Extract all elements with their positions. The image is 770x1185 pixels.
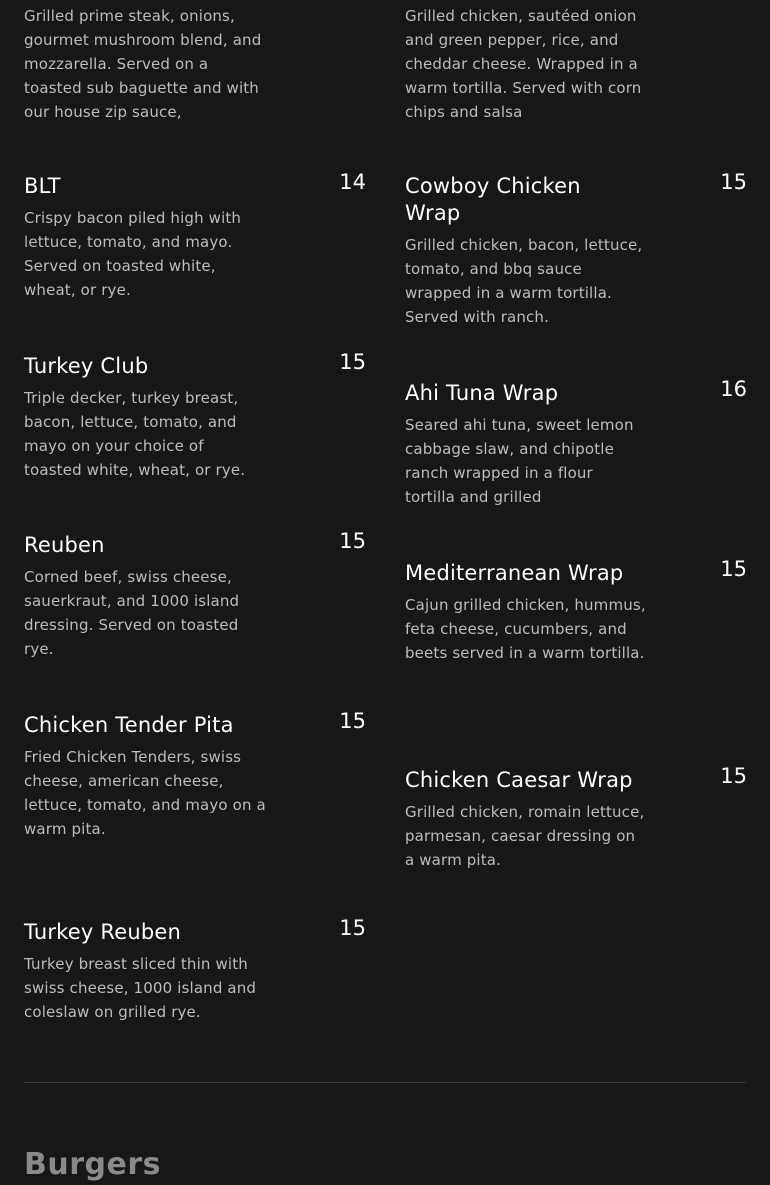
menu-item [24, 4, 366, 124]
menu-item [405, 557, 747, 665]
section-divider [24, 1082, 746, 1083]
menu-item-header [24, 709, 366, 739]
menu-item [24, 170, 366, 302]
menu-item-price: 15 [720, 764, 747, 788]
menu-item-name: Mediterranean Wrap [405, 561, 624, 585]
menu-item-price: 15 [339, 916, 366, 940]
menu-item-description: Fried Chicken Tenders, swiss cheese, american cheese, lettuce, tomato, and mayo on a warm pita. [24, 748, 266, 838]
menu-item-header [24, 916, 366, 946]
menu-item-name: Chicken Caesar Wrap [405, 768, 633, 792]
menu-item-price: 16 [720, 377, 747, 401]
menu-item-name: Ahi Tuna Wrap [405, 381, 559, 405]
menu-item-description: Triple decker, turkey breast, bacon, lettuce, tomato, and mayo on your choice of toasted white, wheat, or rye. [24, 389, 246, 479]
menu-item [405, 170, 747, 329]
menu-item-header [405, 557, 747, 587]
menu-item-description: Grilled chicken, romain lettuce, parmesan, caesar dressing on a warm pita. [405, 803, 645, 869]
section-title-burgers: Burgers [24, 1146, 161, 1182]
menu-item-price: 15 [720, 170, 747, 194]
menu-item-description: Grilled prime steak, onions, gourmet mushroom blend, and mozzarella. Served on a toasted sub baguette and with our house zip sauce, [24, 7, 262, 121]
menu-item [24, 916, 366, 1024]
menu-item-price: 15 [339, 350, 366, 374]
menu-item-header [24, 170, 366, 200]
menu-item-header [405, 377, 747, 407]
menu-item-header [24, 350, 366, 380]
menu-item-name: Turkey Reuben [24, 920, 182, 944]
menu-item-description: Turkey breast sliced thin with swiss cheese, 1000 island and coleslaw on grilled rye. [24, 955, 257, 1021]
menu-item-description: Crispy bacon piled high with lettuce, tomato, and mayo. Served on toasted white, wheat, or rye. [24, 209, 242, 299]
menu-item [405, 377, 747, 509]
menu-item-price: 14 [339, 170, 366, 194]
menu-item-description: Cajun grilled chicken, hummus, feta cheese, cucumbers, and beets served in a warm tortilla. [405, 596, 646, 662]
menu-item-price: 15 [720, 557, 747, 581]
menu-item [24, 709, 366, 841]
menu-item [24, 350, 366, 482]
menu-item-price: 15 [339, 709, 366, 733]
menu-item-name: BLT [24, 174, 61, 198]
menu-item-name: Chicken Tender Pita [24, 713, 234, 737]
menu-item-description: Grilled chicken, sautéed onion and green pepper, rice, and cheddar cheese. Wrapped in a warm tortilla. Served with corn chips and salsa [405, 7, 642, 121]
menu-item-header [24, 529, 366, 559]
menu-item [405, 4, 747, 124]
menu-item-description: Seared ahi tuna, sweet lemon cabbage slaw, and chipotle ranch wrapped in a flour tortilla and grilled [405, 416, 634, 506]
menu-item-description: Grilled chicken, bacon, lettuce, tomato, and bbq sauce wrapped in a warm tortilla. Served with ranch. [405, 236, 643, 326]
menu-item-name: Turkey Club [24, 354, 149, 378]
menu-item [405, 764, 747, 872]
menu-item-name: Cowboy Chicken Wrap [405, 174, 581, 225]
menu-item-price: 15 [339, 529, 366, 553]
menu-item-header [405, 170, 747, 227]
menu-item-name: Reuben [24, 533, 105, 557]
menu-item [24, 529, 366, 661]
menu-item-header [405, 764, 747, 794]
menu-item-description: Corned beef, swiss cheese, sauerkraut, and 1000 island dressing. Served on toasted rye. [24, 568, 240, 658]
